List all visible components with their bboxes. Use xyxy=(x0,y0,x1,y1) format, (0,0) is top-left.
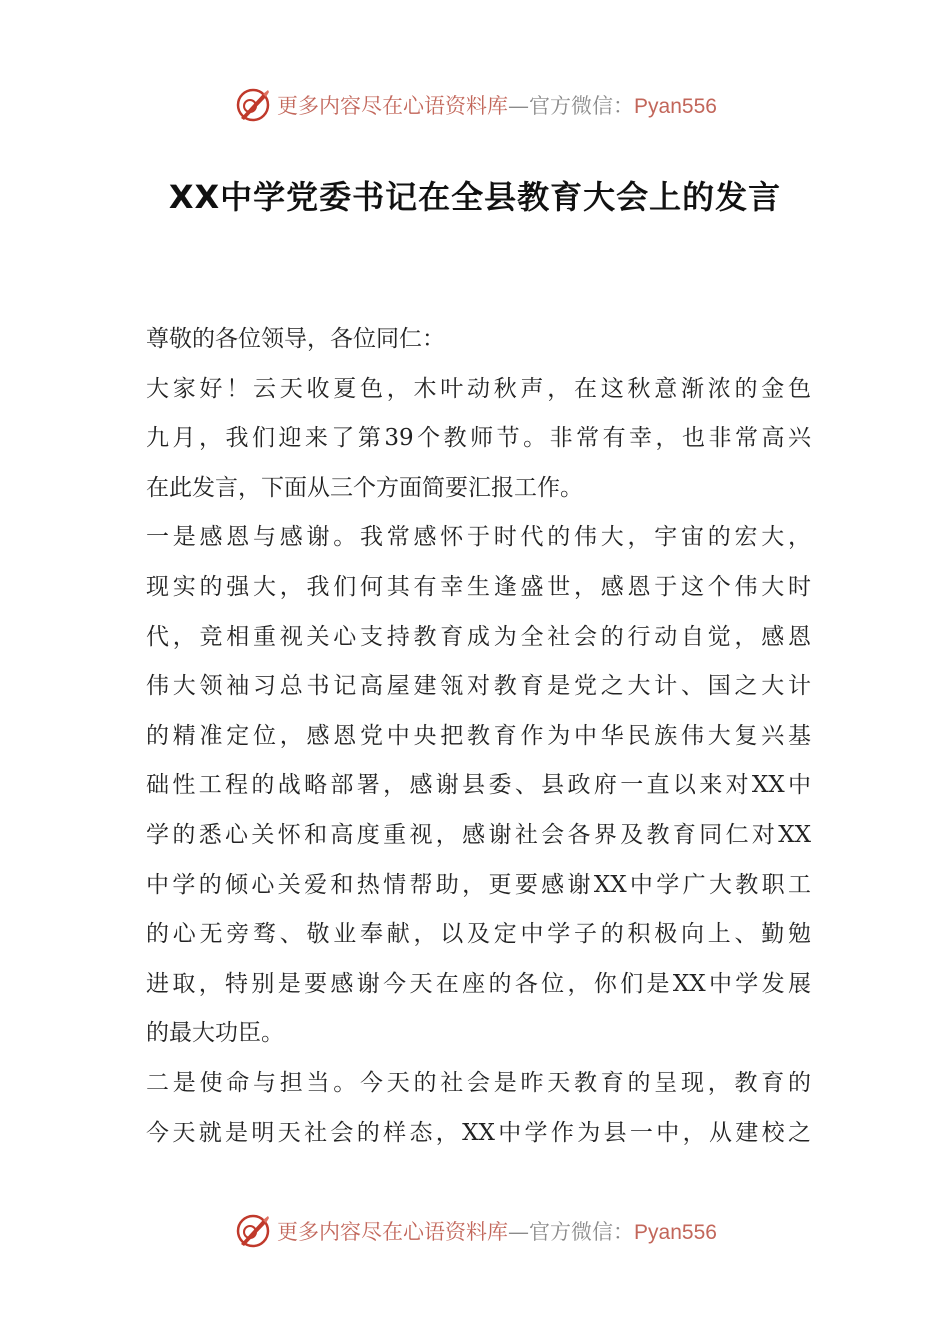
body-line: 一是感恩与感谢。我常感怀于时代的伟大，宇宙的宏大， xyxy=(146,524,811,551)
watermark-site-text: 更多内容尽在心语资料库 xyxy=(277,1220,509,1244)
watermark-dash: — xyxy=(508,1220,530,1244)
watermark-site-text: 更多内容尽在心语资料库 xyxy=(277,94,509,118)
body-line: 尊敬的各位领导，各位同仁： xyxy=(146,326,445,352)
body-line: 础性工程的战略部署，感谢县委、县政府一直以来对XX中 xyxy=(146,772,811,799)
body-line: 的最大功臣。 xyxy=(146,1020,284,1047)
pen-logo-icon xyxy=(233,1211,273,1251)
body-line: 中学的倾心关爱和热情帮助，更要感谢XX中学广大教职工 xyxy=(146,871,811,898)
document-title: XX中学党委书记在全县教育大会上的发言 xyxy=(168,178,782,216)
watermark-wechat-label: 官方微信： xyxy=(529,94,635,118)
watermark-wechat-label: 官方微信： xyxy=(529,1220,635,1244)
body-line: 的精准定位，感恩党中央把教育作为中华民族伟大复兴基 xyxy=(146,722,811,749)
body-line: 的心无旁骛、敬业奉献，以及定中学子的积极向上、勤勉 xyxy=(146,921,811,948)
body-line: 二是使命与担当。今天的社会是昨天教育的呈现，教育的 xyxy=(146,1069,811,1096)
pen-logo-icon xyxy=(233,85,273,125)
watermark-text xyxy=(277,1216,717,1246)
watermark-text xyxy=(277,90,717,120)
body-line: 现实的强大，我们何其有幸生逢盛世，感恩于这个伟大时 xyxy=(146,573,811,600)
watermark-wechat-id: Pyan556 xyxy=(634,95,717,118)
body-line: 代，竞相重视关心支持教育成为全社会的行动自觉，感恩 xyxy=(146,623,811,650)
body-line: 今天就是明天社会的样态，XX中学作为县一中，从建校之 xyxy=(146,1119,811,1146)
footer-watermark-banner xyxy=(0,1211,950,1251)
watermark-wechat-id: Pyan556 xyxy=(634,1221,717,1244)
body-line: 在此发言，下面从三个方面简要汇报工作。 xyxy=(146,474,583,501)
header-watermark-banner xyxy=(0,85,950,125)
body-line: 进取，特别是要感谢今天在座的各位，你们是XX中学发展 xyxy=(146,970,811,997)
body-line: 九月，我们迎来了第39个教师节。非常有幸，也非常高兴 xyxy=(146,425,811,452)
body-line: 学的悉心关怀和高度重视，感谢社会各界及教育同仁对XX xyxy=(146,821,811,848)
body-line: 伟大领袖习总书记高屋建瓴对教育是党之大计、国之大计 xyxy=(146,673,811,700)
body-line: 大家好！云天收夏色，木叶动秋声，在这秋意渐浓的金色 xyxy=(146,375,811,402)
document-body xyxy=(146,315,811,1158)
watermark-dash: — xyxy=(508,94,530,118)
